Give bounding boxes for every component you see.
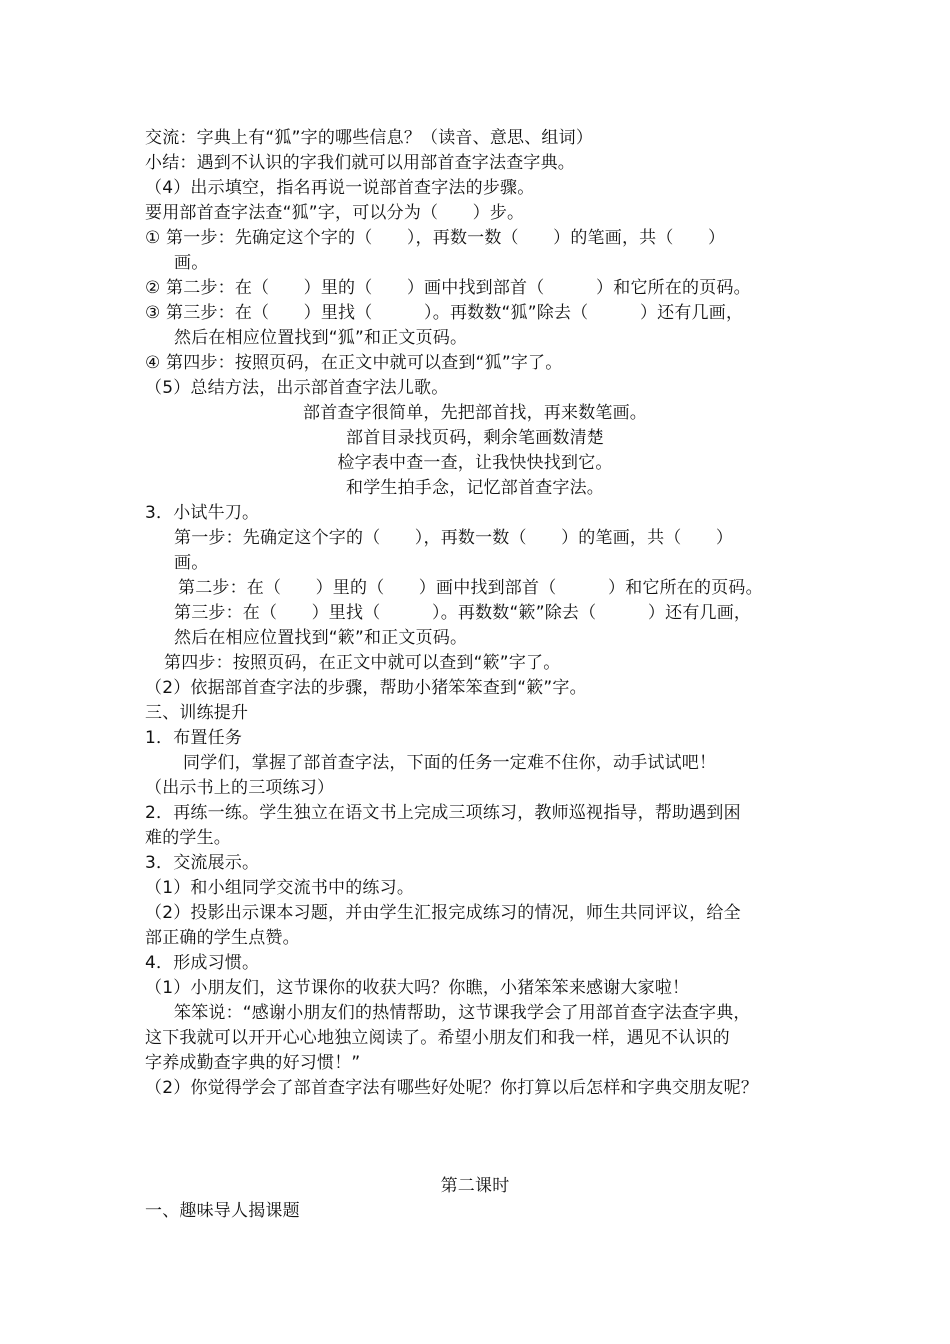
- text-line: 然后在相应位置找到“簌”和正文页码。: [174, 628, 468, 648]
- text-line: （4）出示填空，指名再说一说部首查字法的步骤。: [145, 178, 535, 198]
- text-line: 第四步：按照页码，在正文中就可以查到“簌”字了。: [164, 653, 561, 673]
- text-line: 3．小试牛刀。: [145, 503, 260, 523]
- text-line: 字养成勤查字典的好习惯！”: [145, 1053, 361, 1073]
- text-line: 难的学生。: [145, 828, 231, 848]
- text-line: 4．形成习惯。: [145, 953, 260, 973]
- text-line: 同学们，掌握了部首查字法，下面的任务一定难不住你，动手试试吧！: [183, 753, 717, 773]
- text-line: 第一步：先确定这个字的（ ），再数一数（ ）的笔画，共（ ）: [174, 528, 734, 548]
- text-line: 画。: [174, 253, 209, 273]
- text-line: （2）你觉得学会了部首查字法有哪些好处呢？你打算以后怎样和字典交朋友呢？: [145, 1078, 759, 1098]
- poem-line: 部首目录找页码，剩余笔画数清楚: [346, 428, 604, 448]
- text-line: 笨笨说：“感谢小朋友们的热情帮助，这节课我学会了用部首查字法查字典，: [174, 1003, 751, 1023]
- text-line: （2）投影出示课本习题，并由学生汇报完成练习的情况，师生共同评议，给全: [145, 903, 741, 923]
- text-line: 然后在相应位置找到“狐”和正文页码。: [174, 328, 468, 348]
- text-line: 画。: [174, 553, 209, 573]
- text-line: 部正确的学生点赞。: [145, 928, 300, 948]
- text-line: （出示书上的三项练习）: [145, 778, 335, 798]
- text-line: （1）和小组同学交流书中的练习。: [145, 878, 415, 898]
- poem-line: 和学生拍手念，记忆部首查字法。: [346, 478, 604, 498]
- text-line: （2）依据部首查字法的步骤，帮助小猪笨笨查到“簌”字。: [145, 678, 587, 698]
- text-line: 小结：遇到不认识的字我们就可以用部首查字法查字典。: [145, 153, 575, 173]
- text-line: 1．布置任务: [145, 728, 243, 748]
- text-line: （1）小朋友们，这节课你的收获大吗？你瞧，小猪笨笨来感谢大家啦！: [145, 978, 690, 998]
- poem-line: 检字表中查一查，让我快快找到它。: [337, 453, 613, 473]
- text-line: 这下我就可以开开心心地独立阅读了。希望小朋友们和我一样，遇见不认识的: [145, 1028, 730, 1048]
- section-heading: 一、趣味导人揭课题: [145, 1201, 300, 1221]
- poem-line: 部首查字很简单，先把部首找，再来数笔画。: [303, 403, 647, 423]
- text-line: 第二步：在（ ）里的（ ）画中找到部首（ ）和它所在的页码。: [178, 578, 763, 598]
- text-line: 交流：字典上有“狐”字的哪些信息？（读音、意思、组词）: [145, 128, 594, 148]
- text-line: 第三步：在（ ）里找（ ）。再数数“簌”除去（ ）还有几画，: [174, 603, 752, 623]
- text-line: ③ 第三步：在（ ）里找（ ）。再数数“狐”除去（ ）还有几画，: [145, 303, 744, 323]
- text-line: 3．交流展示。: [145, 853, 260, 873]
- text-line: （5）总结方法，出示部首查字法儿歌。: [145, 378, 449, 398]
- text-line: 要用部首查字法查“狐”字，可以分为（ ）步。: [145, 203, 525, 223]
- text-line: 2．再练一练。学生独立在语文书上完成三项练习，教师巡视指导，帮助遇到困: [145, 803, 741, 823]
- text-line: ① 第一步：先确定这个字的（ ），再数一数（ ）的笔画，共（ ）: [145, 228, 726, 248]
- section-heading: 三、训练提升: [145, 703, 249, 723]
- text-line: ② 第二步：在（ ）里的（ ）画中找到部首（ ）和它所在的页码。: [145, 278, 751, 298]
- lesson-heading: 第二课时: [440, 1176, 510, 1196]
- text-line: ④ 第四步：按照页码，在正文中就可以查到“狐”字了。: [145, 353, 563, 373]
